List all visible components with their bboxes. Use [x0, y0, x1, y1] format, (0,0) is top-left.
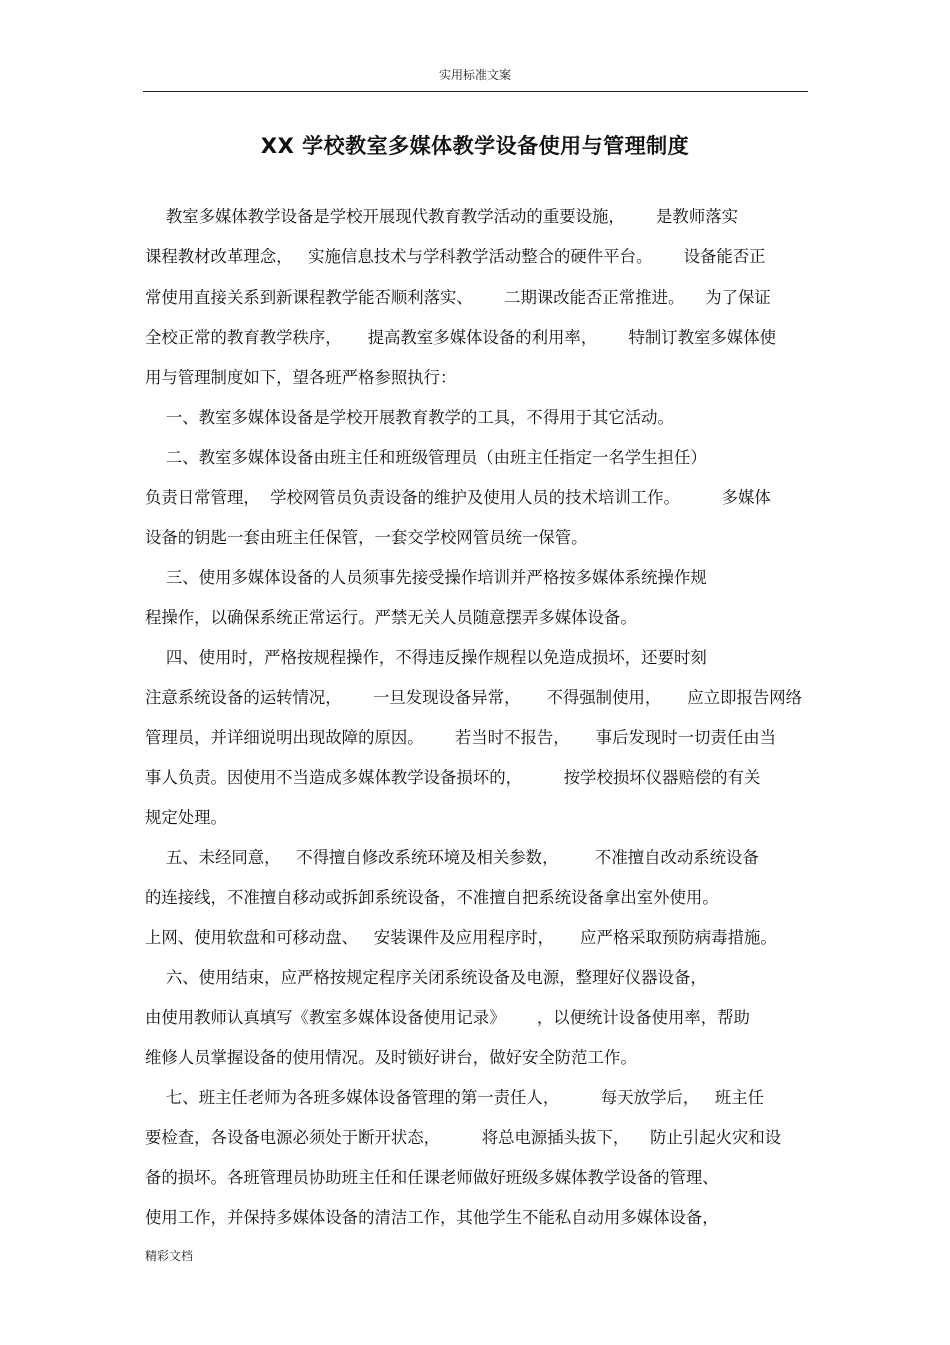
text-line: 负责日常管理， 学校网管员负责设备的维护及使用人员的技术培训工作。 多媒体 — [145, 488, 771, 507]
text-line: 四、使用时，严格按规程操作，不得违反操作规程以免造成损坏，还要时刻 — [145, 648, 707, 667]
text-line: 一、教室多媒体设备是学校开展教育教学的工具，不得用于其它活动。 — [145, 408, 674, 427]
text-line: 注意系统设备的运转情况， 一旦发现设备异常， 不得强制使用， 应立即报告网络 — [145, 688, 803, 707]
text-line: 管理员，并详细说明出现故障的原因。 若当时不报告， 事后发现时一切责任由当 — [145, 728, 776, 747]
text-line: 课程教材改革理念， 实施信息技术与学科教学活动整合的硬件平台。 设备能否正 — [145, 247, 766, 266]
text-line: 全校正常的教育教学秩序， 提高教室多媒体设备的利用率， 特制订教室多媒体使 — [145, 328, 776, 347]
page-header: 实用标准文案 — [438, 68, 511, 82]
text-line: 由使用教师认真填写《教室多媒体设备使用记录》 ，以便统计设备使用率，帮助 — [145, 1008, 750, 1027]
text-line: 备的损坏。各班管理员协助班主任和任课老师做好班级多媒体教学设备的管理、 — [145, 1168, 719, 1187]
text-line: 的连接线，不准擅自移动或拆卸系统设备，不准擅自把系统设备拿出室外使用。 — [145, 888, 719, 907]
text-line: 三、使用多媒体设备的人员须事先接受操作培训并严格按多媒体系统操作规 — [145, 568, 707, 587]
text-line: 二、教室多媒体设备由班主任和班级管理员（由班主任指定一名学生担任） — [145, 448, 707, 467]
text-line: 教室多媒体教学设备是学校开展现代教育教学活动的重要设施， 是教师落实 — [145, 207, 738, 226]
text-line: 程操作，以确保系统正常运行。严禁无关人员随意摆弄多媒体设备。 — [145, 608, 637, 627]
text-line: 六、使用结束，应严格按规定程序关闭系统设备及电源，整理好仪器设备， — [145, 968, 707, 987]
document-title: XX 学校教室多媒体教学设备使用与管理制度 — [260, 134, 690, 158]
text-line: 常使用直接关系到新课程教学能否顺利落实、 二期课改能否正常推进。 为了保证 — [145, 288, 771, 307]
text-line: 设备的钥匙一套由班主任保管，一套交学校网管员统一保管。 — [145, 528, 588, 547]
text-line: 要检查，各设备电源必须处于断开状态， 将总电源插头拔下， 防止引起火灾和设 — [145, 1128, 782, 1147]
text-line: 五、未经同意， 不得擅自修改系统环境及相关参数， 不准擅自改动系统设备 — [145, 848, 759, 867]
text-line: 上网、使用软盘和可移动盘、 安装课件及应用程序时， 应严格采取预防病毒措施。 — [145, 928, 777, 947]
text-line: 用与管理制度如下，望各班严格参照执行： — [145, 368, 457, 387]
text-line: 维修人员掌握设备的使用情况。及时锁好讲台，做好安全防范工作。 — [145, 1048, 637, 1067]
header-divider — [143, 91, 808, 92]
text-line: 使用工作，并保持多媒体设备的清洁工作，其他学生不能私自动用多媒体设备， — [145, 1208, 719, 1227]
text-line: 规定处理。 — [145, 808, 227, 827]
text-line: 事人负责。因使用不当造成多媒体教学设备损坏的， 按学校损坏仪器赔偿的有关 — [145, 768, 761, 787]
page-footer: 精彩文档 — [145, 1249, 194, 1263]
text-line: 七、班主任老师为各班多媒体设备管理的第一责任人， 每天放学后， 班主任 — [145, 1088, 765, 1107]
